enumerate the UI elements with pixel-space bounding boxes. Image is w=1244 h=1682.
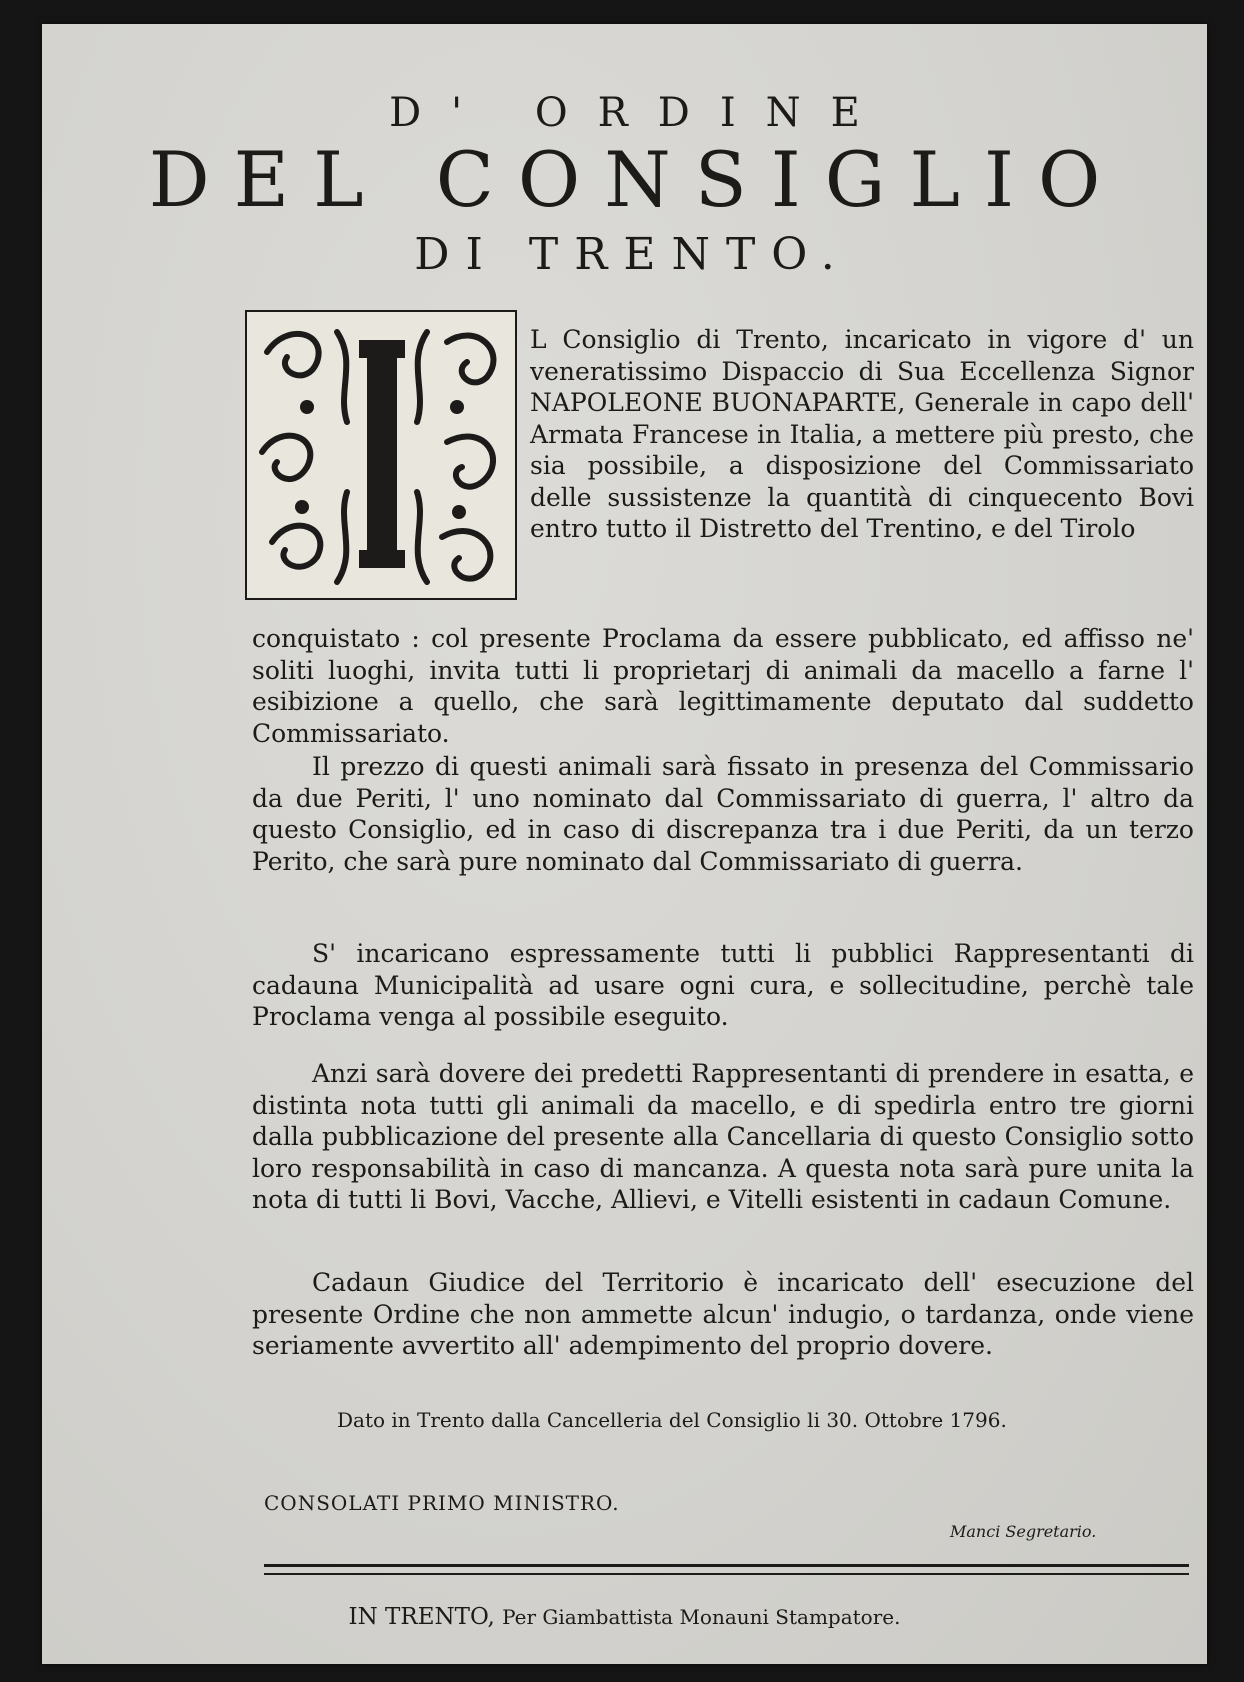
signatory-consolati: CONSOLATI PRIMO MINISTRO.: [264, 1491, 620, 1515]
paragraph-1-rest: conquistato : col presente Proclama da essere pubblicato, ed affisso ne' soliti luoghi, invita tutti li proprietarj di animali da macello a farne l' esibizione a quello, che sarà legittimamente deputato dal suddetto Commissariato.: [252, 624, 1194, 748]
paragraph-3: S' incaricano espressamente tutti li pubblici Rappresentanti di cadauna Municipalità ad usare ogni cura, e sollecitudine, perchè tale Proclama venga al possibile eseguito.: [252, 939, 1194, 1031]
paragraph-1-lead: L Consiglio di Trento, incaricato in vigore d' un veneratissimo Dispaccio di Sua Eccellenza Signor NAPOLEONE BUONAPARTE, Generale in capo dell' Armata Francese in Italia, a mettere più presto, che sia possibile, a disposizione del Commissariato delle sussistenze la quantità di cinquecento Bovi entro tutto il Distretto del Trentino, e del Tirolo: [530, 325, 1194, 543]
header-trento: DI TRENTO.: [414, 229, 851, 280]
paragraph-5: Cadaun Giudice del Territorio è incaricato dell' esecuzione del presente Ordine che non ammette alcun' indugio, o tardanza, onde viene seriamente avvertito all' adempimento del proprio dovere.: [252, 1268, 1194, 1360]
signatory-manci: Manci Segretario.: [950, 1522, 1097, 1541]
printer-name: Per Giambattista Monauni Stampatore.: [502, 1605, 901, 1629]
date-line: Dato in Trento dalla Cancelleria del Consiglio li 30. Ottobre 1796.: [337, 1408, 1007, 1432]
header-consiglio: DEL CONSIGLIO: [148, 135, 1125, 224]
ornamental-initial-icon: [245, 310, 517, 600]
divider-rule-bottom: [264, 1573, 1189, 1575]
paragraph-2: Il prezzo di questi animali sarà fissato in presenza del Commissario da due Periti, l' uno nominato dal Commissariato di guerra, l' altro da questo Consiglio, ed in caso di discrepanza tra i due Periti, da un terzo Perito, che sarà pure nominato dal Commissariato di guerra.: [252, 752, 1194, 876]
divider-rule-top: [264, 1564, 1189, 1567]
header-ordine: D' ORDINE: [389, 90, 890, 136]
ornamental-initial-art: [247, 312, 515, 598]
paragraph-4: Anzi sarà dovere dei predetti Rappresentanti di prendere in esatta, e distinta nota tutti gli animali da macello, e di spedirla entro tre giorni dalla pubblicazione del presente alla Cancellaria di questo Consiglio sotto loro responsabilità in caso di mancanza. A questa nota sarà pure unita la nota di tutti li Bovi, Vacche, Allievi, e Vitelli esistenti in cadaun Comune.: [252, 1059, 1194, 1214]
printer-place: IN TRENTO,: [348, 1604, 495, 1630]
proclamation-sheet: [42, 24, 1207, 1664]
printer-imprint: [42, 1604, 1207, 1630]
